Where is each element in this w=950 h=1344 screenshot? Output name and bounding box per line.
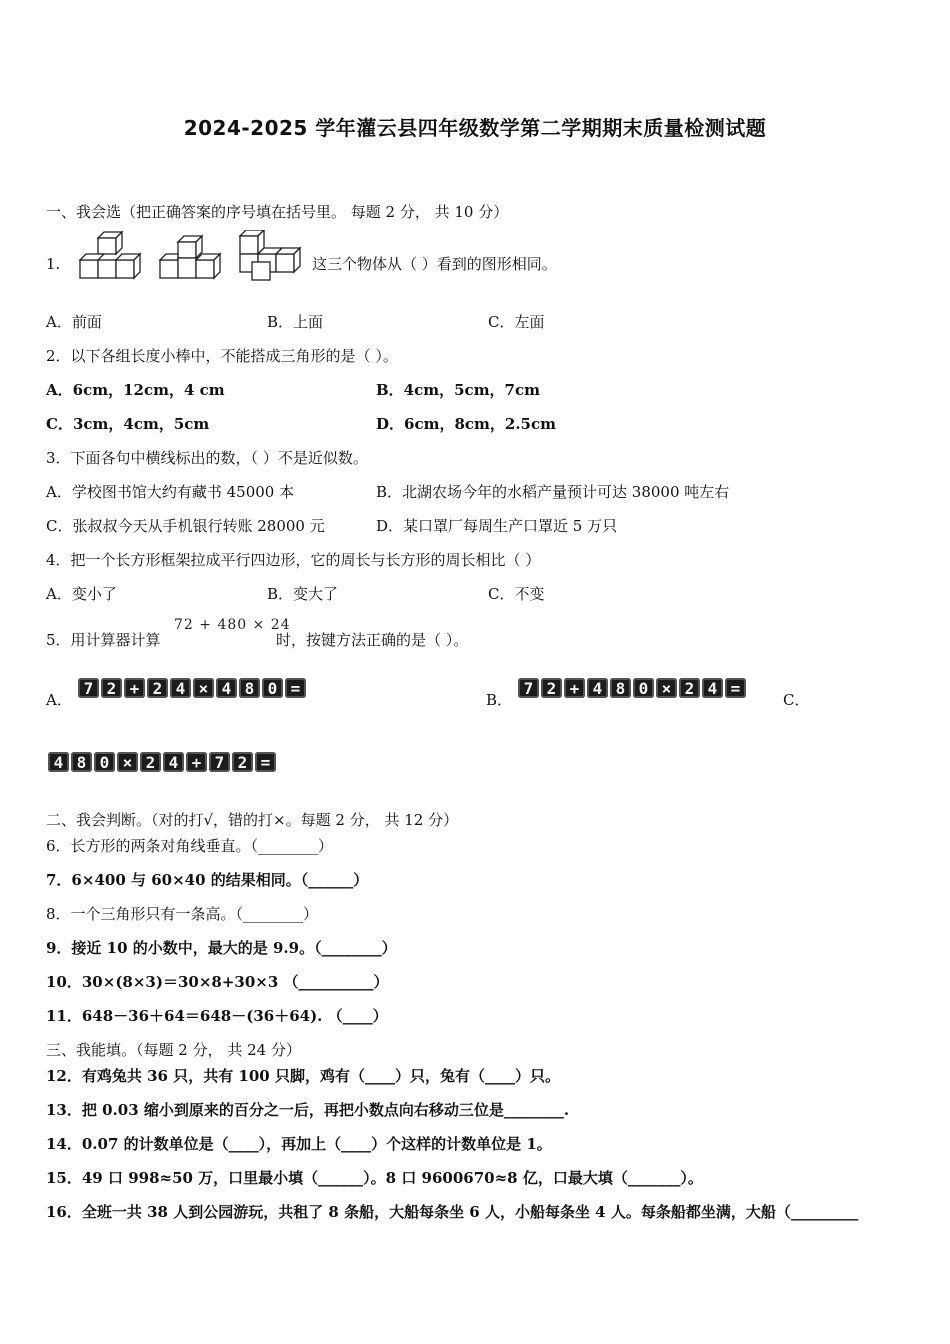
q3-option-c: C．张叔叔今天从手机银行转账 28000 元 [46,517,325,535]
calc-key: 4 [163,752,184,772]
calc-key: 2 [101,678,122,698]
calc-key: = [285,678,306,698]
calc-key: 2 [232,752,253,772]
q4-option-a: A．变小了 [46,585,117,603]
q2-option-c: C．3cm，4cm，5cm [46,415,210,433]
judge-item: 10．30×(8×3)＝30×8+30×3 （__________） [46,973,389,991]
section2-heading: 二、我会判断。（对的打√，错的打×。每题 2 分， 共 12 分） [46,811,459,829]
page-title: 2024-2025 学年灌云县四年级数学第二学期期末质量检测试题 [183,116,767,140]
calc-key: 2 [147,678,168,698]
calc-key: 0 [633,678,654,698]
fill-item: 13．把 0.03 缩小到原来的百分之一后，再把小数点向右移动三位是________. [46,1101,570,1119]
calc-key: 8 [71,752,92,772]
judge-item: 8．一个三角形只有一条高。（________） [46,905,319,923]
calc-key: 7 [78,678,99,698]
calc-key: 4 [216,678,237,698]
q5-text-after: 时，按键方法正确的是（ ）。 [276,631,469,649]
q2-option-d: D．6cm，8cm，2.5cm [376,415,556,433]
calc-key: × [117,752,138,772]
calc-key: 2 [140,752,161,772]
cube-figure-1 [80,232,140,278]
calc-key: + [124,678,145,698]
q4-option-c: C．不变 [488,585,545,603]
calc-key: 7 [209,752,230,772]
calc-key: 4 [170,678,191,698]
judge-item: 7．6×400 与 60×40 的结果相同。（______） [46,871,369,889]
calc-key: 8 [610,678,631,698]
q3-option-a: A．学校图书馆大约有藏书 45000 本 [46,483,295,501]
cube-figure-3 [240,230,300,280]
q5-keys-c [48,752,276,772]
q5-keys-b [518,678,746,698]
q3-option-d: D．某口罩厂每周生产口罩近 5 万只 [376,517,618,535]
calc-key: 2 [541,678,562,698]
q4-option-b: B．变大了 [267,585,339,603]
calc-key: + [186,752,207,772]
q5-option-a-label: A． [46,691,72,709]
q2-option-b: B．4cm，5cm，7cm [376,381,541,399]
q1-option-c: C．左面 [488,313,545,331]
q3-text: 3．下面各句中横线标出的数，（ ）不是近似数。 [46,449,368,467]
section3-heading: 三、我能填。（每题 2 分， 共 24 分） [46,1041,301,1059]
calc-key: 7 [518,678,539,698]
q1-option-a: A．前面 [46,313,102,331]
q2-text: 2．以下各组长度小棒中，不能搭成三角形的是（ ）。 [46,347,398,365]
judge-item: 6．长方形的两条对角线垂直。（________） [46,837,334,855]
calc-key: × [656,678,677,698]
q3-option-b: B．北湖农场今年的水稻产量预计可达 38000 吨左右 [376,483,730,501]
q4-text: 4．把一个长方形框架拉成平行四边形，它的周长与长方形的周长相比（ ） [46,551,541,569]
calc-key: 4 [587,678,608,698]
calc-key: × [193,678,214,698]
calc-key: 0 [94,752,115,772]
q5-expression: 72 + 480 × 24 [174,617,291,633]
cube-figure-2 [160,236,220,278]
fill-item: 15．49 口 998≈50 万，口里最小填（______）。8 口 9600670≈8 亿，口最大填（_______）。 [46,1169,703,1187]
fill-item: 12．有鸡兔共 36 只，共有 100 只脚，鸡有（____）只，兔有（____）只。 [46,1067,560,1085]
fill-item: 14．0.07 的计数单位是（____），再加上（____）个这样的计数单位是 1。 [46,1135,552,1153]
judge-item: 11．648－36＋64＝648－(36＋64). （____） [46,1007,388,1025]
calc-key: 2 [679,678,700,698]
section1-heading: 一、我会选（把正确答案的序号填在括号里。 每题 2 分， 共 10 分） [46,203,509,221]
calc-key: + [564,678,585,698]
q1-text: 这三个物体从（ ）看到的图形相同。 [312,255,557,273]
q1-option-b: B．上面 [267,313,324,331]
cube-figures [78,230,308,286]
judge-item: 9．接近 10 的小数中，最大的是 9.9。（________） [46,939,397,957]
calc-key: 8 [239,678,260,698]
q2-option-a: A．6cm，12cm，4 cm [46,381,225,399]
q5-text-before: 5．用计算器计算 [46,631,161,649]
calc-key: 4 [702,678,723,698]
q1-number: 1. [46,255,61,273]
fill-item: 16．全班一共 38 人到公园游玩，共租了 8 条船，大船每条坐 6 人，小船每条坐 4 人。每条船都坐满，大船（_________ [46,1203,859,1221]
q5-option-b-label: B． [486,691,513,709]
calc-key: 4 [48,752,69,772]
calc-key: 0 [262,678,283,698]
calc-key: = [725,678,746,698]
q5-option-c-label: C． [783,691,810,709]
calc-key: = [255,752,276,772]
q5-keys-a [78,678,306,698]
